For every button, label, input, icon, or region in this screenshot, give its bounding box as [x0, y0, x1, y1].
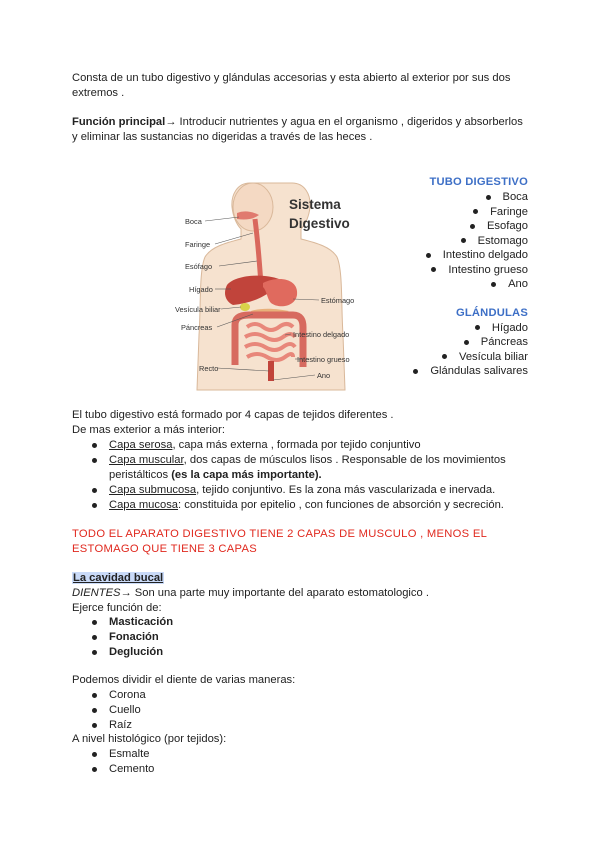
parte-label: Raíz — [109, 719, 133, 731]
nota-roja-line-1: TODO EL APARATO DIGESTIVO TIENE 2 CAPAS DE MUSCULO , MENOS EL — [72, 528, 488, 540]
funcion-line-2: y eliminar las sustancias no digeridas a través de las heces . — [72, 131, 373, 143]
glandula-item-label: Hígado — [491, 321, 528, 334]
funcion-label: Función principal — [72, 116, 166, 128]
glandula-item-label: Vesícula biliar — [458, 350, 528, 363]
tubo-item-intestino-delgado — [380, 248, 528, 263]
bullet-icon — [92, 708, 97, 713]
tubo-item-label: Intestino grueso — [448, 263, 528, 276]
capa-serosa-desc: , capa más externa , formada por tejido conjuntivo — [172, 439, 421, 451]
capa-muscular-term: Capa muscular — [109, 454, 184, 466]
capa-muscular-cont-text: peristálticos — [109, 469, 172, 481]
label-ano: Ano — [317, 371, 331, 380]
bullet-icon — [92, 650, 97, 655]
tejido-label: Cemento — [109, 763, 155, 775]
bullet-icon — [92, 635, 97, 640]
funcion-masticacion — [92, 615, 173, 630]
funcion-fonacion — [92, 630, 159, 645]
capa-muscular-desc: , dos capas de músculos lisos . Responsable de los movimientos — [183, 454, 506, 466]
tubo-item-label: Faringe — [490, 205, 528, 218]
capa-muscular-item — [92, 453, 506, 468]
capas-line-1: El tubo digestivo está formado por 4 capas de tejidos diferentes . — [72, 409, 394, 421]
bullet-icon — [92, 767, 97, 772]
tubo-item-label: Boca — [502, 191, 528, 203]
digestive-system-diagram — [175, 175, 375, 395]
ejerce-line: Ejerce función de: — [72, 602, 162, 614]
cavidad-heading-text: La cavidad bucal — [73, 572, 164, 584]
tubo-item-intestino-grueso — [380, 263, 528, 278]
cavidad-heading — [72, 571, 164, 586]
label-faringe: Faringe — [185, 240, 211, 249]
funcion-line-1 — [72, 115, 523, 130]
tubo-item-label: Esofago — [486, 220, 528, 232]
tubo-item-faringe — [380, 205, 528, 220]
glandula-item-higado — [380, 321, 528, 336]
label-intestino-grueso: Intestino grueso — [297, 355, 350, 364]
label-higado: Hígado — [189, 285, 213, 294]
bullet-icon — [491, 282, 496, 287]
tubo-item-label: Intestino delgado — [442, 249, 528, 261]
glandula-item-salivares — [380, 364, 528, 379]
label-vesicula: Vesícula biliar — [175, 305, 221, 314]
bullet-icon — [464, 340, 469, 345]
label-esofago: Esófago — [185, 262, 213, 271]
funcion-label: Fonación — [109, 631, 159, 643]
tubo-heading: TUBO DIGESTIVO — [429, 176, 528, 188]
bullet-icon — [92, 620, 97, 625]
bullet-icon — [92, 723, 97, 728]
tejido-cemento — [92, 762, 154, 777]
dientes-label: DIENTES — [72, 587, 121, 599]
intro-line-1: Consta de un tubo digestivo y glándulas accesorias y esta abierto al exterior por sus dos — [72, 72, 511, 84]
bullet-icon — [426, 253, 431, 258]
capa-muscular-cont — [109, 468, 322, 483]
bullet-icon — [92, 443, 97, 448]
funcion-label: Masticación — [109, 616, 174, 628]
bullet-icon — [442, 354, 447, 359]
bullet-icon — [470, 224, 475, 229]
bullet-icon — [92, 503, 97, 508]
dientes-text: Son una parte muy importante del aparato estomatologico . — [131, 587, 429, 599]
glandula-item-vesicula — [380, 350, 528, 365]
funcion-arrow: → — [165, 116, 177, 128]
label-pancreas: Páncreas — [181, 323, 213, 332]
bullet-icon — [461, 238, 466, 243]
dientes-line — [72, 586, 429, 601]
label-boca: Boca — [185, 217, 202, 226]
capa-mucosa-term: Capa mucosa — [109, 499, 179, 511]
glandula-item-label: Glándulas salivares — [430, 365, 528, 377]
parte-corona — [92, 688, 146, 703]
capas-line-2: De mas exterior a más interior: — [72, 424, 225, 436]
bullet-icon — [92, 488, 97, 493]
histologico-line: A nivel histológico (por tejidos): — [72, 733, 227, 745]
label-recto: Recto — [199, 364, 219, 373]
bullet-icon — [473, 209, 478, 214]
tubo-item-boca — [380, 190, 528, 205]
capa-mucosa-desc: : constituida por epitelio , con funciones de absorción y secreción. — [178, 499, 504, 511]
bullet-icon — [92, 458, 97, 463]
bullet-icon — [431, 267, 436, 272]
capa-submucosa-desc: , tejido conjuntivo. Es la zona más vascularizada e inervada. — [196, 484, 496, 496]
funcion-deglucion — [92, 645, 163, 660]
tubo-digestivo-list — [380, 175, 528, 379]
bullet-icon — [413, 369, 418, 374]
parte-raiz — [92, 718, 132, 733]
dientes-arrow: → — [120, 587, 132, 599]
dividir-line: Podemos dividir el diente de varias maneras: — [72, 674, 296, 686]
funcion-text: Introducir nutrientes y agua en el organismo , digeridos y absorberlos — [176, 116, 523, 128]
bullet-icon — [486, 195, 491, 200]
capa-mucosa-item — [92, 498, 504, 513]
tejido-label: Esmalte — [109, 748, 150, 760]
capa-serosa-item — [92, 438, 421, 453]
tubo-item-label: Estomago — [477, 234, 528, 247]
capa-muscular-important: (es la capa más importante). — [171, 469, 322, 481]
capa-submucosa-item — [92, 483, 495, 498]
bullet-icon — [92, 693, 97, 698]
label-intestino-delgado: Intestino delgado — [293, 330, 350, 339]
label-estomago: Estómago — [321, 296, 355, 305]
funcion-label: Deglución — [109, 646, 164, 658]
gallbladder-shape — [240, 303, 250, 311]
head-shape — [233, 183, 273, 231]
diagram-title-1: Sistema — [289, 197, 341, 212]
tubo-item-estomago — [380, 234, 528, 249]
tubo-item-esofago — [380, 219, 528, 234]
tejido-esmalte — [92, 747, 149, 762]
nota-roja-line-2: ESTOMAGO QUE TIENE 3 CAPAS — [72, 543, 257, 555]
capa-serosa-term: Capa serosa — [109, 439, 173, 451]
bullet-icon — [92, 752, 97, 757]
parte-cuello — [92, 703, 141, 718]
glandula-item-label: Páncreas — [480, 336, 528, 348]
parte-label: Corona — [109, 689, 146, 701]
tubo-item-ano — [380, 277, 528, 292]
glandulas-heading: GLÁNDULAS — [455, 306, 528, 319]
intro-line-2: extremos . — [72, 87, 125, 99]
glandula-item-pancreas — [380, 335, 528, 350]
bullet-icon — [475, 325, 480, 330]
capa-submucosa-term: Capa submucosa — [109, 484, 197, 496]
tubo-item-label: Ano — [508, 278, 528, 290]
diagram-title-2: Digestivo — [289, 216, 350, 231]
parte-label: Cuello — [109, 704, 141, 716]
